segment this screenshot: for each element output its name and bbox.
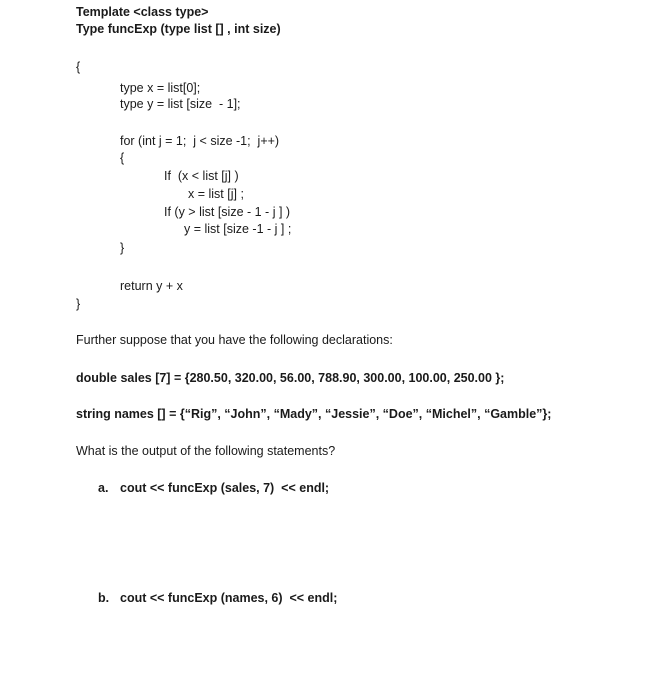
if-y-line: If (y > list [size - 1 - j ] ) <box>164 205 291 219</box>
suppose-text: Further suppose that you have the following declarations: <box>76 333 393 347</box>
names-declaration: string names [] = {“Rig”, “John”, “Mady”, “Jessie”, “Doe”, “Michel”, “Gamble”}; <box>76 407 552 421</box>
template-line: Template <class type> <box>76 5 209 19</box>
item-b-marker: b. <box>98 591 110 605</box>
item-a-marker: a. <box>98 481 109 495</box>
for-close-brace: } <box>120 241 125 255</box>
item-b-statement: cout << funcExp (names, 6) << endl; <box>120 591 338 605</box>
for-open-brace: { <box>120 151 125 165</box>
item-a-statement: cout << funcExp (sales, 7) << endl; <box>120 481 330 495</box>
if-x-line: If (x < list [j] ) <box>164 169 239 183</box>
assign-x-line: x = list [j] ; <box>188 187 244 201</box>
decl-x-line: type x = list[0]; <box>120 81 201 95</box>
function-open-brace: { <box>76 60 81 74</box>
function-close-brace: } <box>76 297 81 311</box>
assign-y-line: y = list [size -1 - j ] ; <box>184 222 292 236</box>
decl-y-line: type y = list [size - 1]; <box>120 97 241 111</box>
for-loop-line: for (int j = 1; j < size -1; j++) <box>120 134 280 148</box>
return-line: return y + x <box>120 279 183 293</box>
question-text: What is the output of the following statements? <box>76 444 336 458</box>
function-signature: Type funcExp (type list [] , int size) <box>76 22 281 36</box>
sales-declaration: double sales [7] = {280.50, 320.00, 56.00, 788.90, 300.00, 100.00, 250.00 }; <box>76 371 505 385</box>
